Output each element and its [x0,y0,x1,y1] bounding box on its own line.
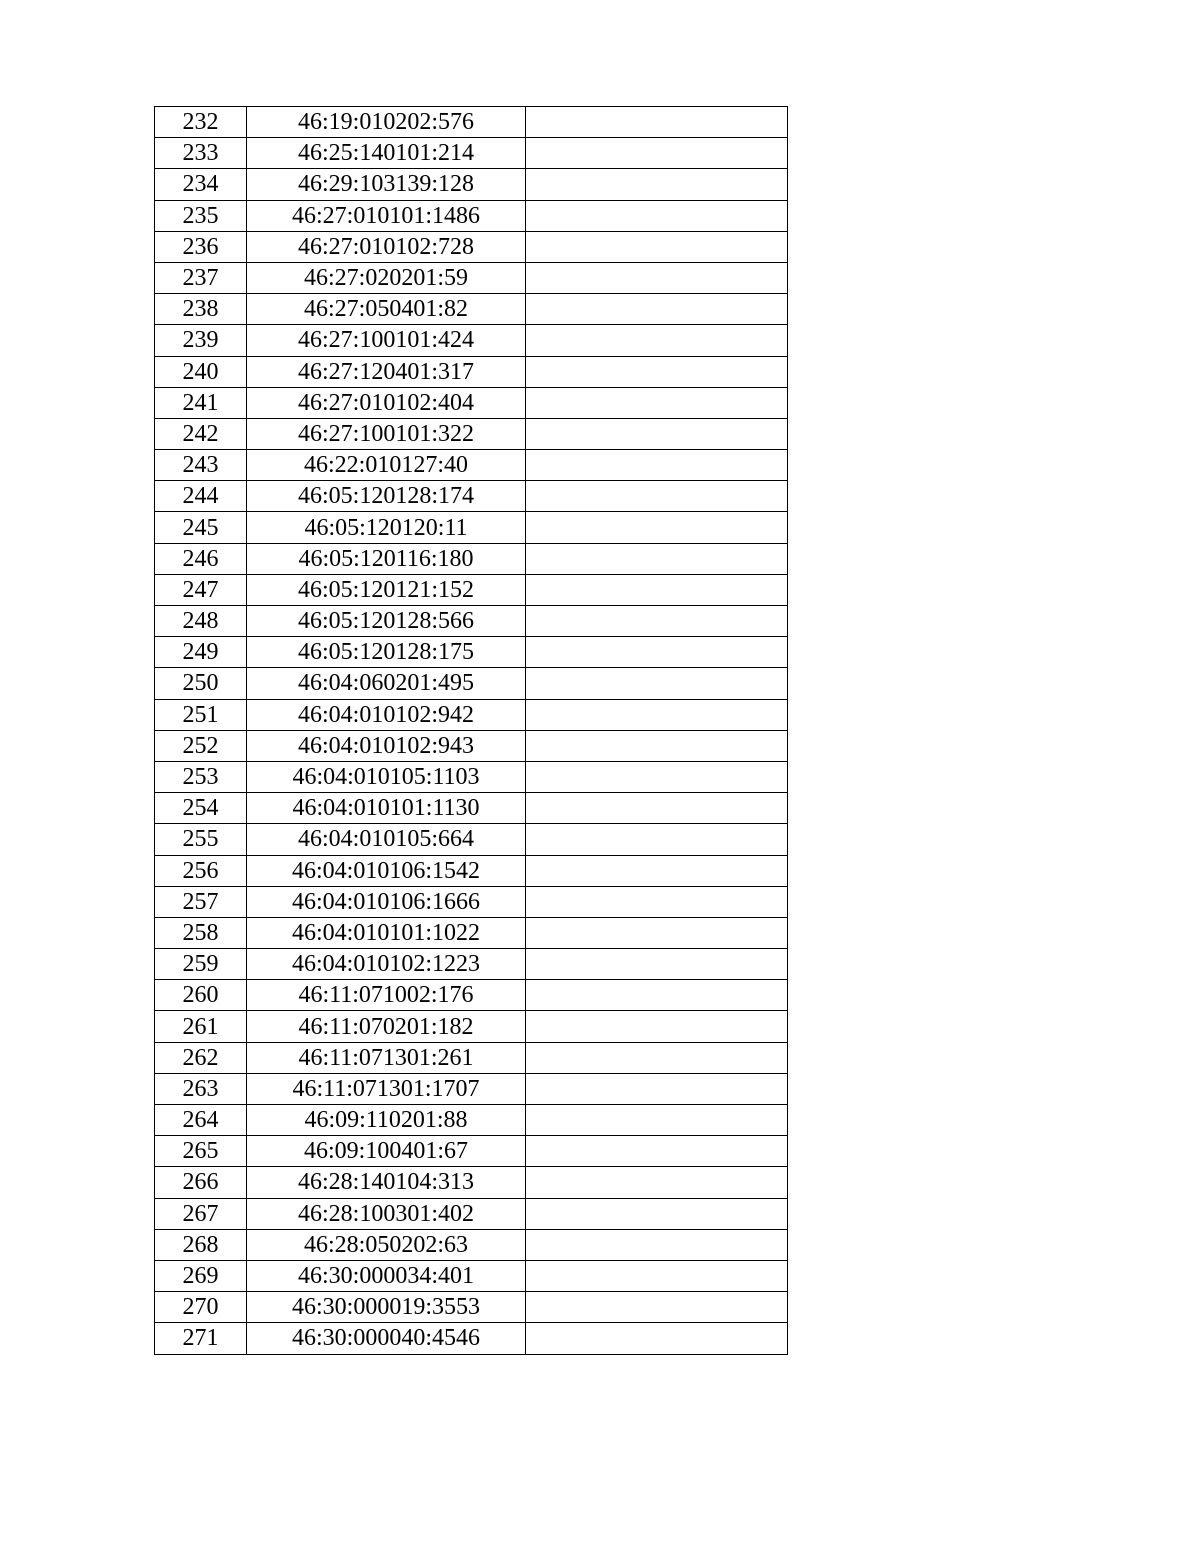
table-row [155,1011,788,1042]
row-number-cell: 249 [155,637,247,668]
cadastral-number-cell: 46:30:000019:3553 [247,1292,526,1323]
table-row [155,855,788,886]
empty-cell [526,512,788,543]
row-number-cell: 259 [155,949,247,980]
table-body [155,107,788,1355]
table-row [155,917,788,948]
row-number-cell: 254 [155,793,247,824]
empty-cell [526,418,788,449]
row-number-cell: 271 [155,1323,247,1354]
empty-cell [526,793,788,824]
empty-cell [526,1229,788,1260]
cadastral-number-cell: 46:05:120128:175 [247,637,526,668]
cadastral-number-cell: 46:27:120401:317 [247,356,526,387]
cadastral-number-cell: 46:27:010102:728 [247,231,526,262]
empty-cell [526,262,788,293]
empty-cell [526,356,788,387]
row-number-cell: 244 [155,481,247,512]
empty-cell [526,574,788,605]
row-number-cell: 265 [155,1136,247,1167]
cadastral-number-cell: 46:30:000040:4546 [247,1323,526,1354]
row-number-cell: 245 [155,512,247,543]
row-number-cell: 253 [155,761,247,792]
table-row [155,730,788,761]
empty-cell [526,949,788,980]
table-row [155,138,788,169]
cadastral-number-cell: 46:04:010106:1666 [247,886,526,917]
row-number-cell: 239 [155,325,247,356]
empty-cell [526,886,788,917]
table-row [155,824,788,855]
empty-cell [526,1136,788,1167]
row-number-cell: 257 [155,886,247,917]
row-number-cell: 269 [155,1260,247,1291]
empty-cell [526,637,788,668]
cadastral-number-cell: 46:22:010127:40 [247,450,526,481]
table-row [155,793,788,824]
table-row [155,1229,788,1260]
row-number-cell: 232 [155,107,247,138]
table-row [155,107,788,138]
table-row [155,1136,788,1167]
row-number-cell: 246 [155,543,247,574]
table-row [155,980,788,1011]
row-number-cell: 255 [155,824,247,855]
empty-cell [526,543,788,574]
table-row [155,1260,788,1291]
table-row [155,886,788,917]
cadastral-number-cell: 46:25:140101:214 [247,138,526,169]
row-number-cell: 242 [155,418,247,449]
cadastral-number-cell: 46:28:050202:63 [247,1229,526,1260]
row-number-cell: 264 [155,1105,247,1136]
table-row [155,606,788,637]
cadastral-number-cell: 46:04:010102:942 [247,699,526,730]
cadastral-number-cell: 46:29:103139:128 [247,169,526,200]
cadastral-number-cell: 46:04:010105:664 [247,824,526,855]
cadastral-number-cell: 46:27:050401:82 [247,294,526,325]
row-number-cell: 236 [155,231,247,262]
table-row [155,1167,788,1198]
row-number-cell: 234 [155,169,247,200]
table-row [155,231,788,262]
cadastral-number-cell: 46:09:100401:67 [247,1136,526,1167]
empty-cell [526,730,788,761]
table-row [155,169,788,200]
row-number-cell: 256 [155,855,247,886]
empty-cell [526,761,788,792]
row-number-cell: 258 [155,917,247,948]
cadastral-number-cell: 46:05:120128:174 [247,481,526,512]
cadastral-number-cell: 46:11:070201:182 [247,1011,526,1042]
cadastral-number-cell: 46:27:100101:424 [247,325,526,356]
row-number-cell: 268 [155,1229,247,1260]
table-row [155,1105,788,1136]
cadastral-number-cell: 46:11:071301:1707 [247,1073,526,1104]
cadastral-number-cell: 46:04:010102:1223 [247,949,526,980]
cadastral-number-cell: 46:04:010106:1542 [247,855,526,886]
cadastral-number-cell: 46:19:010202:576 [247,107,526,138]
cadastral-number-cell: 46:05:120128:566 [247,606,526,637]
cadastral-number-cell: 46:27:010101:1486 [247,200,526,231]
empty-cell [526,325,788,356]
table-row [155,1042,788,1073]
row-number-cell: 251 [155,699,247,730]
empty-cell [526,1198,788,1229]
table-row [155,356,788,387]
empty-cell [526,200,788,231]
row-number-cell: 263 [155,1073,247,1104]
row-number-cell: 241 [155,387,247,418]
table-row [155,512,788,543]
row-number-cell: 261 [155,1011,247,1042]
table-row [155,450,788,481]
table-row [155,668,788,699]
cadastral-number-cell: 46:11:071002:176 [247,980,526,1011]
cadastral-number-cell: 46:27:010102:404 [247,387,526,418]
cadastral-number-cell: 46:11:071301:261 [247,1042,526,1073]
table-row [155,1292,788,1323]
empty-cell [526,980,788,1011]
row-number-cell: 235 [155,200,247,231]
empty-cell [526,606,788,637]
cadastral-number-cell: 46:27:100101:322 [247,418,526,449]
table-row [155,543,788,574]
table-row [155,200,788,231]
cadastral-number-cell: 46:27:020201:59 [247,262,526,293]
empty-cell [526,1292,788,1323]
row-number-cell: 237 [155,262,247,293]
row-number-cell: 262 [155,1042,247,1073]
row-number-cell: 247 [155,574,247,605]
table-row [155,418,788,449]
row-number-cell: 243 [155,450,247,481]
cadastral-number-cell: 46:28:100301:402 [247,1198,526,1229]
cadastral-number-table [154,106,788,1355]
empty-cell [526,668,788,699]
table-row [155,949,788,980]
cadastral-number-cell: 46:05:120116:180 [247,543,526,574]
empty-cell [526,107,788,138]
cadastral-number-cell: 46:04:010102:943 [247,730,526,761]
row-number-cell: 270 [155,1292,247,1323]
row-number-cell: 267 [155,1198,247,1229]
empty-cell [526,1323,788,1354]
empty-cell [526,450,788,481]
table-row [155,1073,788,1104]
empty-cell [526,855,788,886]
cadastral-number-cell: 46:05:120120:11 [247,512,526,543]
empty-cell [526,699,788,730]
table-row [155,481,788,512]
empty-cell [526,1042,788,1073]
empty-cell [526,1260,788,1291]
cadastral-number-cell: 46:05:120121:152 [247,574,526,605]
table-row [155,262,788,293]
table-row [155,1198,788,1229]
cadastral-number-cell: 46:04:010105:1103 [247,761,526,792]
table-row [155,325,788,356]
empty-cell [526,481,788,512]
row-number-cell: 233 [155,138,247,169]
row-number-cell: 252 [155,730,247,761]
cadastral-number-cell: 46:04:010101:1130 [247,793,526,824]
table-row [155,294,788,325]
empty-cell [526,917,788,948]
table-row [155,637,788,668]
cadastral-number-cell: 46:04:060201:495 [247,668,526,699]
cadastral-number-cell: 46:28:140104:313 [247,1167,526,1198]
empty-cell [526,824,788,855]
empty-cell [526,294,788,325]
empty-cell [526,1011,788,1042]
table-row [155,574,788,605]
empty-cell [526,1105,788,1136]
table-row [155,699,788,730]
empty-cell [526,387,788,418]
empty-cell [526,1167,788,1198]
row-number-cell: 238 [155,294,247,325]
empty-cell [526,138,788,169]
row-number-cell: 266 [155,1167,247,1198]
empty-cell [526,231,788,262]
empty-cell [526,1073,788,1104]
cadastral-number-cell: 46:30:000034:401 [247,1260,526,1291]
cadastral-number-cell: 46:04:010101:1022 [247,917,526,948]
row-number-cell: 260 [155,980,247,1011]
cadastral-number-cell: 46:09:110201:88 [247,1105,526,1136]
table-row [155,387,788,418]
empty-cell [526,169,788,200]
table-row [155,761,788,792]
row-number-cell: 248 [155,606,247,637]
table-row [155,1323,788,1354]
row-number-cell: 250 [155,668,247,699]
row-number-cell: 240 [155,356,247,387]
